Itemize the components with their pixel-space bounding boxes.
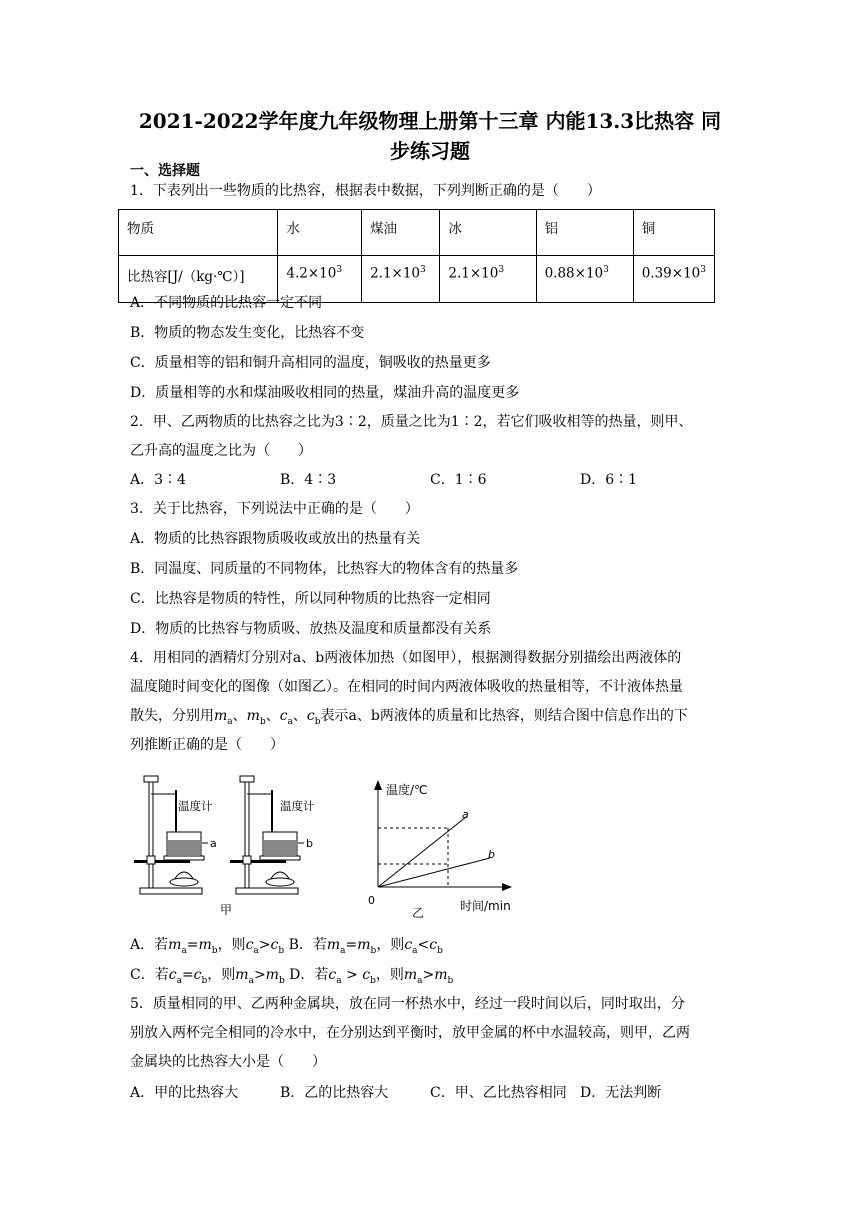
q4-stem: 4．用相同的酒精灯分别对a、b两液体加热（如图甲），根据测得数据分别描绘出两液体的 bbox=[130, 650, 682, 666]
q2-stem: 2．甲、乙两物质的比热容之比为3∶2，质量之比为1∶2，若它们吸收相等的热量，则甲、 bbox=[130, 414, 693, 430]
section-heading: 一、选择题 bbox=[130, 163, 200, 179]
line-a-label: a bbox=[462, 808, 469, 821]
q5-stem-end: 金属块的比热容大小是（ ） bbox=[130, 1054, 326, 1070]
caption-jia: 甲 bbox=[220, 903, 233, 917]
x-axis-label: 时间/min bbox=[460, 899, 511, 913]
table-cell: 水 bbox=[278, 210, 362, 256]
document-title: 2021-2022学年度九年级物理上册第十三章 内能13.3比热容 同 步练习题 bbox=[138, 109, 722, 163]
q1-option-d: D．质量相等的水和煤油吸收相同的热量，煤油升高的温度更多 bbox=[130, 385, 520, 401]
q3-option-c: C．比热容是物质的特性，所以同种物质的比热容一定相同 bbox=[130, 591, 491, 607]
q1-stem: 1．下表列出一些物质的比热容，根据表中数据，下列判断正确的是（ ） bbox=[130, 183, 601, 199]
liquid-label-b: b bbox=[306, 837, 313, 850]
q4-options-cd: C．若$c_a=c_b$，则$m_a>m_b$ D．若$c_a > c_b$，则$m_a>m_b$ bbox=[130, 967, 454, 986]
apparatus-a bbox=[134, 776, 232, 917]
table-cell: 冰 bbox=[440, 210, 536, 256]
table-cell: 物质 bbox=[119, 210, 278, 256]
origin-label: 0 bbox=[368, 894, 375, 907]
q2-option-a: A．3∶4 bbox=[130, 472, 186, 488]
table-cell: 比热容[J/（kg·℃）] bbox=[119, 256, 278, 303]
q3-option-d: D．物质的比热容与物质吸、放热及温度和质量都没有关系 bbox=[130, 621, 492, 637]
y-axis-label: 温度/℃ bbox=[386, 783, 428, 797]
q1-option-b: B．物质的物态发生变化，比热容不变 bbox=[130, 325, 365, 341]
q2-option-b: B．4∶3 bbox=[280, 472, 337, 488]
q2-option-c: C．1∶6 bbox=[430, 472, 487, 488]
q3-option-b: B．同温度、同质量的不同物体，比热容大的物体含有的热量多 bbox=[130, 561, 519, 577]
table-cell: 铝 bbox=[536, 210, 633, 256]
caption-yi: 乙 bbox=[412, 906, 425, 920]
q4-options-ab: A．若$m_a=m_b$，则$c_a>c_b$ B．若$m_a=m_b$，则$c_a<c_b$ bbox=[130, 937, 443, 956]
experiment-figure bbox=[130, 770, 520, 920]
q4-stem-cont: 温度随时间变化的图像（如图乙）。在相同的时间内两液体吸收的热量相等，不计液体热量 bbox=[130, 679, 683, 695]
table-cell: 铜 bbox=[633, 210, 714, 256]
q4-stem-end: 列推断正确的是（ ） bbox=[130, 737, 284, 753]
q4-stem-vars: 散失，分别用$m_a$、$m_b$、$c_a$、$c_b$表示a、b两液体的质量和比热容，则结合图中信息作出的下 bbox=[130, 708, 688, 727]
table-cell: 煤油 bbox=[362, 210, 440, 256]
apparatus-b bbox=[230, 776, 315, 894]
specific-heat-table bbox=[118, 209, 715, 303]
liquid-label-a: a bbox=[210, 837, 217, 850]
table-cell: $2.1\times 10^3$ bbox=[440, 256, 536, 303]
thermometer-label-a: 温度计 bbox=[178, 799, 213, 813]
q5-stem-cont: 别放入两杯完全相同的冷水中，在分别达到平衡时，放甲金属的杯中水温较高，则甲，乙两 bbox=[130, 1025, 690, 1041]
q5-option-b: B．乙的比热容大 bbox=[280, 1085, 389, 1101]
q3-option-a: A．物质的比热容跟物质吸收或放出的热量有关 bbox=[130, 531, 421, 547]
q5-options bbox=[130, 1083, 661, 1103]
table-cell: $0.88\times 10^3$ bbox=[536, 256, 633, 303]
q5-option-a: A．甲的比热容大 bbox=[130, 1085, 239, 1101]
q5-option-d: D．无法判断 bbox=[580, 1085, 662, 1101]
line-b-label: b bbox=[488, 848, 495, 861]
q3-stem: 3．关于比热容，下列说法中正确的是（ ） bbox=[130, 501, 419, 517]
table-header-row bbox=[119, 210, 715, 256]
q1-option-c: C．质量相等的铝和铜升高相同的温度，铜吸收的热量更多 bbox=[130, 355, 491, 371]
temperature-time-graph bbox=[368, 780, 512, 920]
q4-figure bbox=[130, 770, 520, 920]
q5-option-c: C．甲、乙比热容相同 bbox=[430, 1085, 567, 1101]
q2-options bbox=[130, 470, 637, 490]
table-cell: $2.1\times 10^3$ bbox=[362, 256, 440, 303]
line-b bbox=[378, 858, 490, 887]
q2-option-d: D．6∶1 bbox=[580, 472, 638, 488]
table-cell: $4.2\times 10^3$ bbox=[278, 256, 362, 303]
table-cell: $0.39\times 10^3$ bbox=[633, 256, 714, 303]
q2-stem-cont: 乙升高的温度之比为（ ） bbox=[130, 443, 312, 459]
q5-stem: 5．质量相同的甲、乙两种金属块，放在同一杯热水中，经过一段时间以后，同时取出，分 bbox=[130, 996, 685, 1012]
q1-option-a: A．不同物质的比热容一定不同 bbox=[130, 295, 323, 311]
thermometer-label-b: 温度计 bbox=[280, 799, 315, 813]
